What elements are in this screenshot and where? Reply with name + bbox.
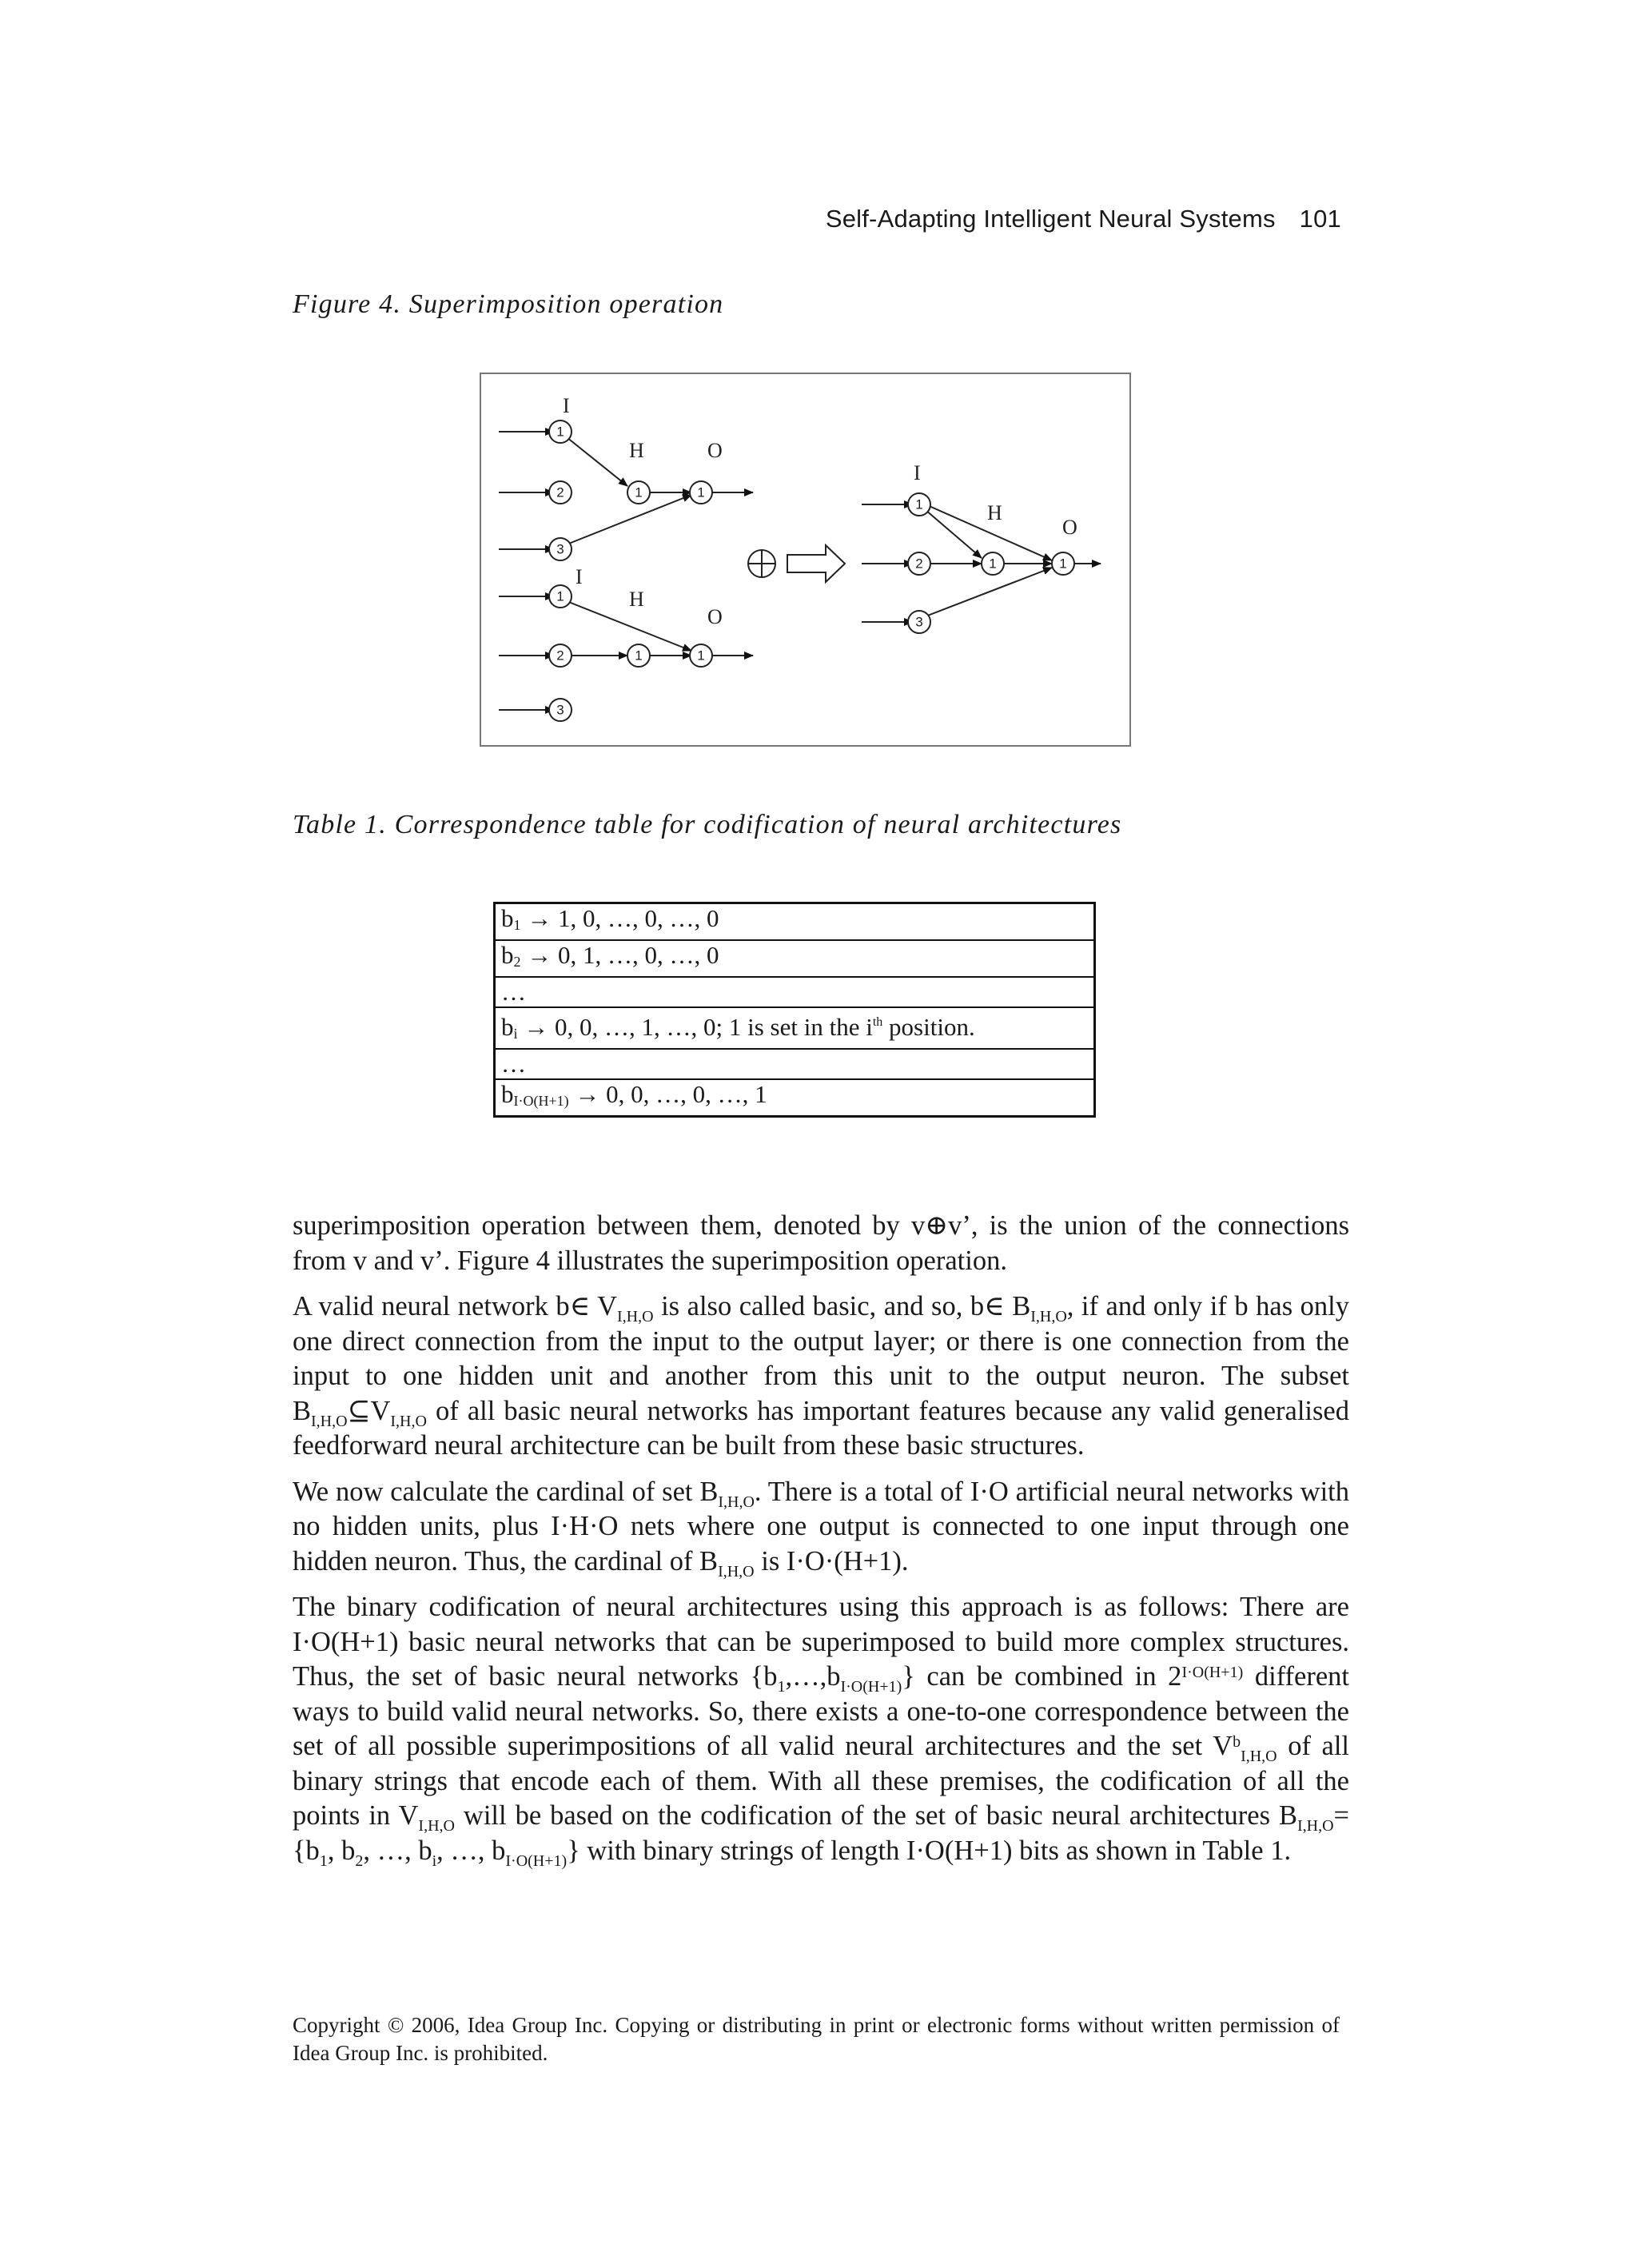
superimposition-figure: [480, 373, 1131, 747]
figure-caption: Figure 4. Superimposition operation: [293, 289, 724, 319]
table-row: [495, 903, 1095, 941]
label-output-1: O: [707, 439, 723, 462]
table-cell: $b_i \to 0$, 0, …, 1, …, 0; 1 is set in the $i^{th}$ position.: [495, 1007, 1095, 1049]
network-diagram: [481, 374, 1133, 748]
hidden-node-1: [627, 644, 650, 667]
running-head: [826, 205, 1341, 233]
table-cell: $b_1 \to 1$, 0, …, 0, …, 0: [495, 903, 1095, 941]
edge-input1-hidden1: [567, 437, 627, 486]
svg-text:3: 3: [915, 614, 923, 630]
label-hidden-1: H: [629, 439, 644, 462]
table-row: [495, 1007, 1095, 1049]
input-node-3: [549, 538, 572, 560]
input-node-2: [549, 481, 572, 504]
table-cell: …: [495, 1049, 1095, 1079]
input-node-1: [549, 421, 572, 443]
table-row: [495, 977, 1095, 1007]
svg-text:3: 3: [556, 541, 564, 557]
paragraph: The binary codification of neural architectures using this approach is as follows: There are I·O(H+1) basic neural networks that can be superimposed to build more complex structures. Thus, the set of basic neural networks $\{b_1,\dots,b_{I\cdot O(H+1)}\}$ can be combined in $2^{I\cdot O(H+1)}$ different ways to build valid neural networks. So, there exists a one-to-one correspondence between the set of all possible superimpositions of all valid neural architectures and the set $V^b_{I,H,O}$ of all binary strings that encode each of them. With all these premises, the codification of all the points in $V_{I,H,O}$ will be based on the codification of the set of basic neural architectures $B_{I,H,O}=\{b_1$, $b_2$, …, $b_i$, …, $b_{I\cdot O(H+1)}$} with binary strings of length I·O(H+1) bits as shown in Table 1.: [293, 1592, 1349, 1870]
output-node-1: [690, 644, 712, 667]
label-input-1: I: [563, 394, 570, 417]
running-title: Self-Adapting Intelligent Neural Systems: [825, 205, 1276, 233]
svg-text:1: 1: [1059, 556, 1067, 572]
table-cell: …: [495, 977, 1095, 1007]
label-input-result: I: [914, 461, 921, 484]
input-node-1: [908, 493, 930, 516]
copyright-notice: Copyright © 2006, Idea Group Inc. Copying or distributing in print or electronic forms without written permission of Idea Group Inc. is prohibited.: [293, 2013, 1340, 2065]
label-hidden-2: H: [629, 588, 644, 611]
paragraph: We now calculate the cardinal of set $B_{I,H,O}$. There is a total of I·O artificial neural networks with no hidden units, plus I·H·O nets where one output is connected to one input through one hidden neuron. Thus, the cardinal of $B_{I,H,O}$ is I·O·(H+1).: [293, 1476, 1349, 1580]
edge-input3-output1: [926, 568, 1052, 616]
output-node-1: [690, 481, 712, 504]
table-row: [495, 1079, 1095, 1117]
label-hidden-result: H: [987, 501, 1002, 524]
svg-text:1: 1: [915, 496, 923, 512]
svg-text:1: 1: [697, 648, 705, 664]
input-node-2: [549, 644, 572, 667]
svg-text:2: 2: [915, 556, 923, 572]
input-node-3: [908, 611, 930, 633]
paragraph: superimposition operation between them, denoted by v⊕v’, is the union of the connections from v and v’. Figure 4 illustrates the superimposition operation.: [293, 1210, 1349, 1276]
hidden-node-1: [982, 552, 1004, 575]
input-node-2: [908, 552, 930, 575]
svg-text:3: 3: [556, 702, 564, 718]
input-node-3: [549, 699, 572, 721]
svg-text:1: 1: [556, 424, 564, 440]
body-text: [293, 1209, 1349, 1879]
table-row: [495, 940, 1095, 977]
svg-text:1: 1: [697, 484, 705, 500]
paragraph: A valid neural network b∈ $V_{I,H,O}$ is also called basic, and so, b∈ $B_{I,H,O}$, if and only if b has only one direct connection from the input to the output layer; or there is one connection from the input to one hidden unit and another from this unit to the output neuron. The subset $B_{I,H,O}⊆V_{I,H,O}$ of all basic neural networks has important features because any valid generalised feedforward neural architecture can be built from these basic structures.: [293, 1291, 1350, 1461]
input-node-1: [549, 585, 572, 608]
codification-table: [493, 902, 1096, 1118]
table-cell: $b_{I\cdot O(H+1)} \to 0$, 0, …, 0, …, 1: [495, 1079, 1095, 1117]
label-output-result: O: [1062, 516, 1077, 539]
svg-text:1: 1: [989, 556, 997, 572]
page-number: 101: [1299, 205, 1341, 233]
hidden-node-1: [627, 481, 650, 504]
edge-input3-output1: [567, 495, 691, 544]
svg-text:2: 2: [556, 648, 564, 664]
result-arrow-icon: [787, 545, 845, 582]
svg-text:2: 2: [556, 484, 564, 500]
svg-text:1: 1: [556, 588, 564, 604]
table-row: [495, 1049, 1095, 1079]
svg-text:1: 1: [635, 648, 643, 664]
svg-text:1: 1: [635, 484, 643, 500]
table-caption: Table 1. Correspondence table for codification of neural architectures: [293, 810, 1122, 839]
table-cell: $b_2 \to 0$, 1, …, 0, …, 0: [495, 940, 1095, 977]
output-node-1: [1052, 552, 1074, 575]
superimposition-operator: [748, 550, 775, 577]
label-output-2: O: [707, 605, 723, 628]
label-input-2: I: [576, 565, 583, 588]
